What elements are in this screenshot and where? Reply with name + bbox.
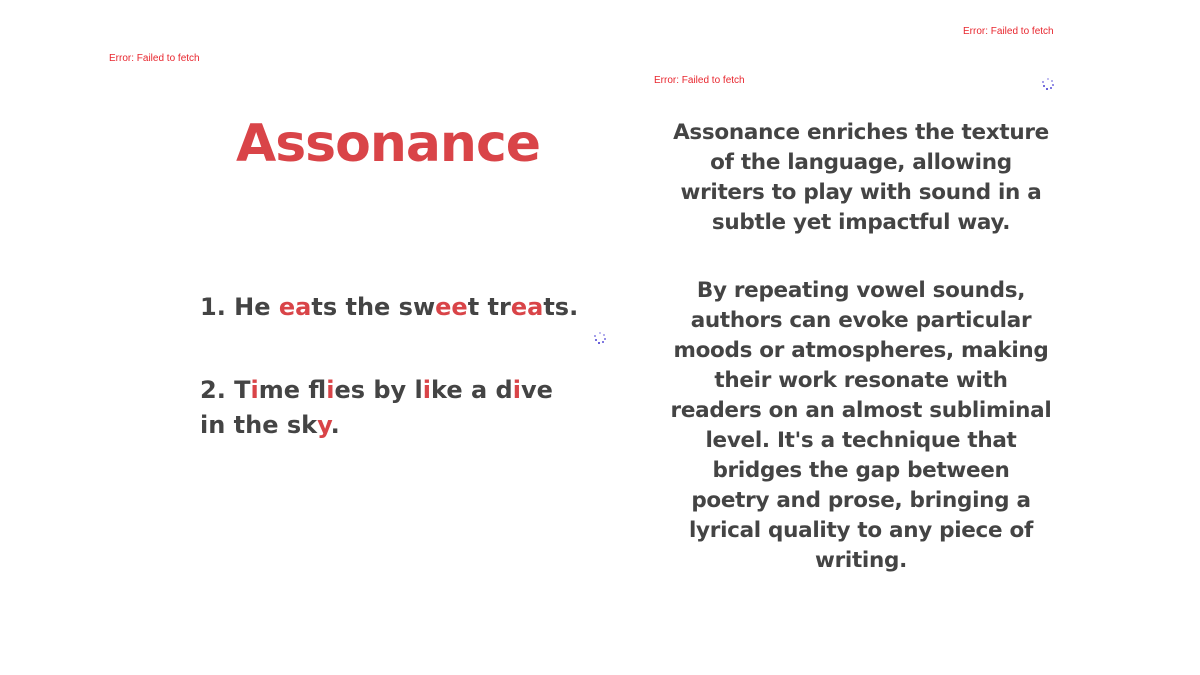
example-2-text: me fl: [258, 376, 327, 404]
example-2-text: ke a d: [431, 376, 513, 404]
loading-spinner-icon: [594, 332, 606, 344]
loading-spinner-icon: [1042, 78, 1054, 90]
highlighted-vowel: i: [422, 376, 432, 404]
example-2: [200, 373, 570, 443]
example-2-text: 2. T: [200, 376, 251, 404]
highlighted-vowel: ea: [278, 293, 312, 321]
slide-title: Assonance: [235, 114, 541, 174]
example-1-text: t tr: [467, 293, 511, 321]
example-1-text: ts the sw: [311, 293, 436, 321]
example-2-text: es by l: [334, 376, 423, 404]
paragraph-1: Assonance enriches the texture of the language, allowing writers to play with sound in a subtle yet impactful way.: [673, 120, 1049, 235]
highlighted-vowel: y: [317, 411, 331, 439]
highlighted-vowel: i: [512, 376, 521, 404]
example-1-text: ts.: [543, 293, 579, 321]
highlighted-vowel: ea: [510, 293, 544, 321]
example-1: [200, 290, 620, 325]
example-2-text: .: [330, 411, 340, 439]
error-message-top-right: Error: Failed to fetch: [963, 26, 1054, 37]
error-message-left: Error: Failed to fetch: [109, 53, 200, 64]
highlighted-vowel: i: [326, 376, 335, 404]
highlighted-vowel: ee: [435, 293, 468, 321]
error-message-middle: Error: Failed to fetch: [654, 75, 745, 86]
paragraph-2: By repeating vowel sounds, authors can evoke particular moods or atmospheres, making their work resonate with readers on an almost subliminal level. It's a technique that bridges the gap between poetry and prose, bringing a lyrical quality to any piece of writing.: [670, 278, 1052, 573]
example-2-text: ve in the sk: [200, 376, 553, 439]
example-1-text: 1. He: [200, 293, 279, 321]
highlighted-vowel: i: [250, 376, 259, 404]
